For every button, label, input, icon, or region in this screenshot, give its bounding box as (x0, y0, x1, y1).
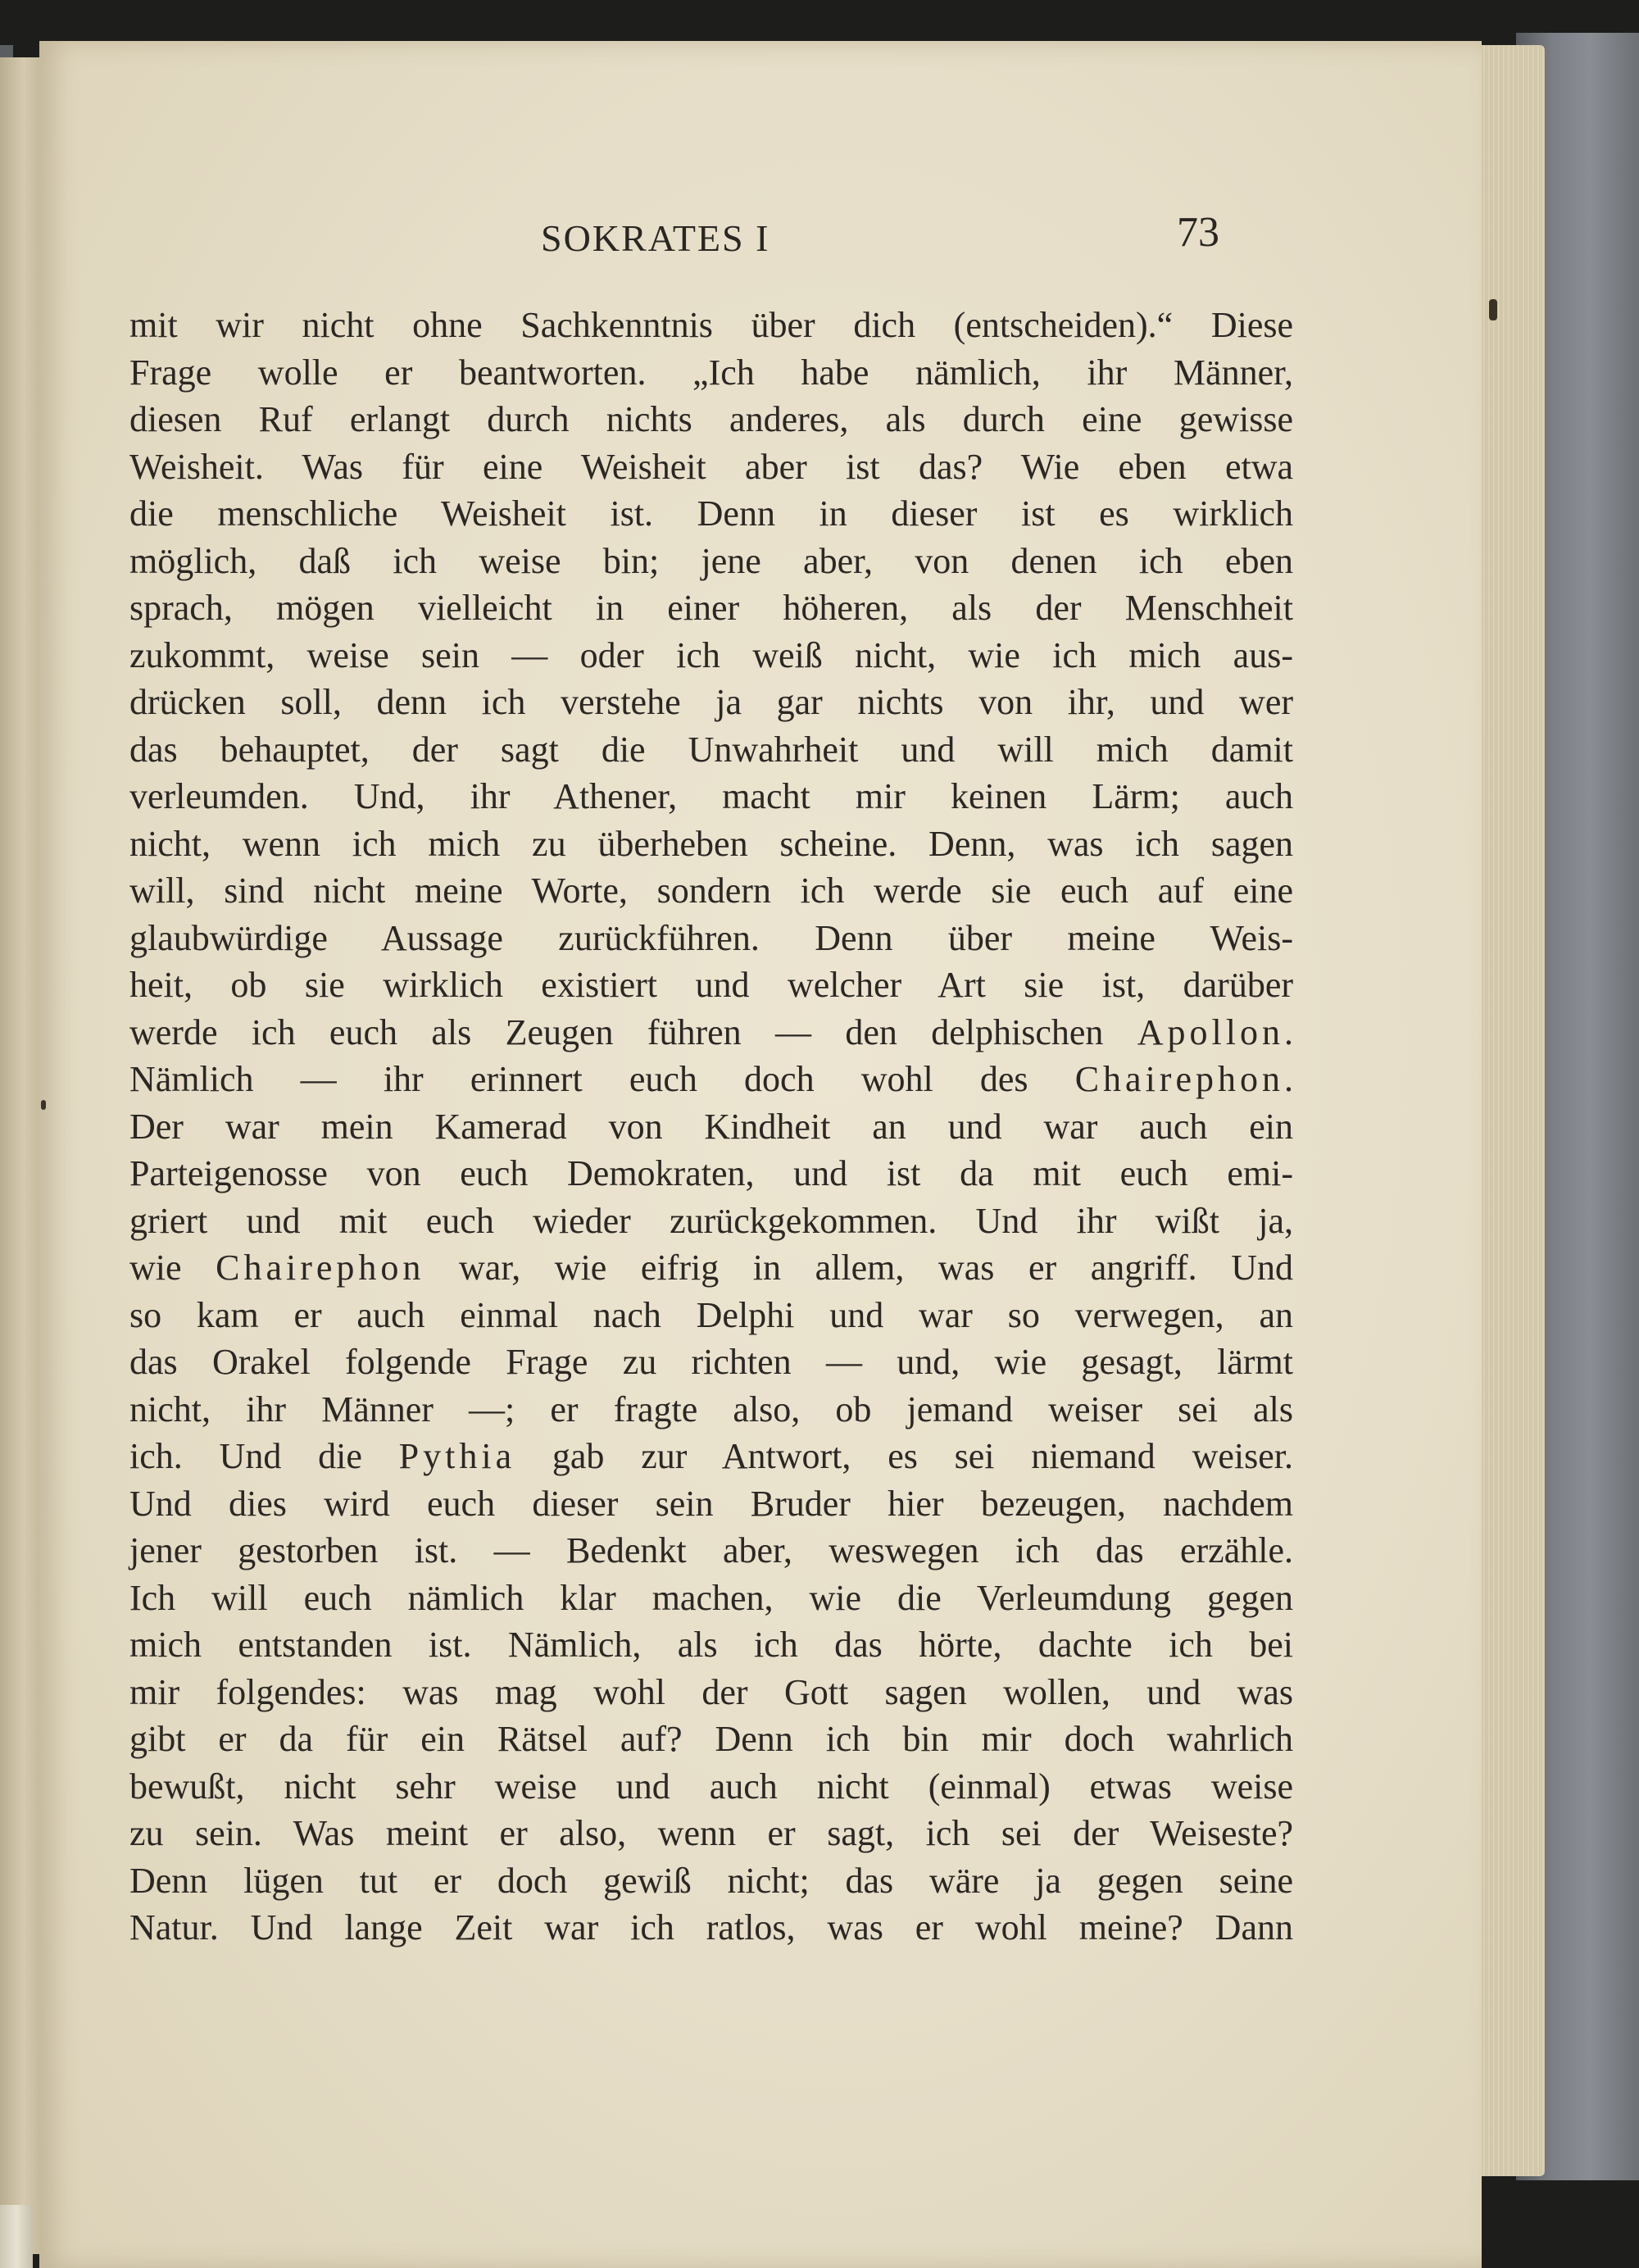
text-run: Nämlich — ihr erinnert euch doch wohl des (129, 1059, 1075, 1099)
text-line: gibt er da für ein Rätsel auf? Denn ich bin mir doch wahrlich (129, 1719, 1293, 1759)
text-line: Weisheit. Was für eine Weisheit aber ist das? Wie eben etwa (129, 446, 1293, 487)
spaced-name: Pythia (398, 1436, 516, 1476)
page-number: 73 (1177, 209, 1219, 256)
text-line: heit, ob sie wirklich existiert und welcher Art sie ist, darüber (129, 965, 1293, 1005)
text-line: möglich, daß ich weise bin; jene aber, von denen ich eben (129, 540, 1293, 581)
page-edges (1471, 45, 1545, 2176)
text-line: mir folgendes: was mag wohl der Gott sagen wollen, und was (129, 1671, 1293, 1712)
text-line: mich entstanden ist. Nämlich, als ich das hörte, dachte ich bei (129, 1625, 1293, 1665)
text-line: diesen Ruf erlangt durch nichts anderes, als durch eine gewisse (129, 399, 1293, 439)
edge-mark (1489, 299, 1497, 320)
text-line: das Orakel folgende Frage zu richten — und, wie gesagt, lärmt (129, 1342, 1293, 1382)
text-run: ich. Und die (129, 1436, 399, 1476)
page-header (39, 180, 1482, 259)
spaced-name: Apollon (1137, 1011, 1284, 1052)
text-line: drücken soll, denn ich verstehe ja gar nichts von ihr, und wer (129, 682, 1293, 722)
text-line: Denn lügen tut er doch gewiß nicht; das wäre ja gegen seine (129, 1860, 1293, 1901)
margin-mark (41, 1100, 46, 1110)
text-line: jener gestorben ist. — Bedenkt aber, weswegen ich das erzähle. (129, 1530, 1293, 1570)
book-page (39, 41, 1482, 2268)
text-line: die menschliche Weisheit ist. Denn in dieser ist es wirklich (129, 493, 1293, 534)
text-line (129, 1244, 1293, 1292)
text-line: Frage wolle er beantworten. „Ich habe nämlich, ihr Männer, (129, 352, 1293, 393)
text-line (129, 1433, 1293, 1480)
spaced-name: Chairephon (1074, 1059, 1284, 1099)
text-line: nicht, wenn ich mich zu überheben scheine. Denn, was ich sagen (129, 823, 1293, 864)
text-run: . (1284, 1011, 1293, 1052)
previous-page-edge (0, 57, 39, 2254)
text-line: bewußt, nicht sehr weise und auch nicht (einmal) etwas weise (129, 1766, 1293, 1807)
spaced-name: Chairephon (216, 1248, 425, 1288)
text-run: werde ich euch als Zeugen führen — den delphischen (129, 1011, 1137, 1052)
text-line: Und dies wird euch dieser sein Bruder hier bezeugen, nachdem (129, 1483, 1293, 1524)
text-run: war, wie eifrig in allem, was er angriff. Und (425, 1248, 1294, 1288)
running-head: SOKRATES I (541, 217, 770, 259)
text-line: zu sein. Was meint er also, wenn er sagt, ich sei der Weiseste? (129, 1813, 1293, 1853)
text-line: so kam er auch einmal nach Delphi und war so verwegen, an (129, 1294, 1293, 1335)
bookmark-ribbon (0, 2205, 33, 2268)
text-run: . (1284, 1059, 1293, 1099)
text-line: mit wir nicht ohne Sachkenntnis über dich (entscheiden).“ Diese (129, 305, 1293, 345)
text-line: Natur. Und lange Zeit war ich ratlos, was er wohl meine? Dann (129, 1907, 1293, 1948)
text-line: griert und mit euch wieder zurückgekommen. Und ihr wißt ja, (129, 1200, 1293, 1241)
text-line: verleumden. Und, ihr Athener, macht mir keinen Lärm; auch (129, 776, 1293, 816)
text-line: Der war mein Kamerad von Kindheit an und war auch ein (129, 1106, 1293, 1147)
body-text (129, 302, 1293, 1952)
text-line (129, 1056, 1293, 1103)
text-line: das behauptet, der sagt die Unwahrheit und will mich damit (129, 729, 1293, 770)
text-run: gab zur Antwort, es sei niemand weiser. (515, 1436, 1293, 1476)
text-run: wie (129, 1248, 216, 1288)
text-line: sprach, mögen vielleicht in einer höheren, als der Menschheit (129, 588, 1293, 628)
text-line: zukommt, weise sein — oder ich weiß nicht, wie ich mich aus- (129, 634, 1293, 675)
text-line: will, sind nicht meine Worte, sondern ich werde sie euch auf eine (129, 870, 1293, 911)
text-line: nicht, ihr Männer —; er fragte also, ob jemand weiser sei als (129, 1389, 1293, 1429)
text-line (129, 1009, 1293, 1057)
text-line: glaubwürdige Aussage zurückführen. Denn über meine Weis- (129, 917, 1293, 958)
text-line: Parteigenosse von euch Demokraten, und ist da mit euch emi- (129, 1153, 1293, 1193)
text-line: Ich will euch nämlich klar machen, wie die Verleumdung gegen (129, 1577, 1293, 1618)
